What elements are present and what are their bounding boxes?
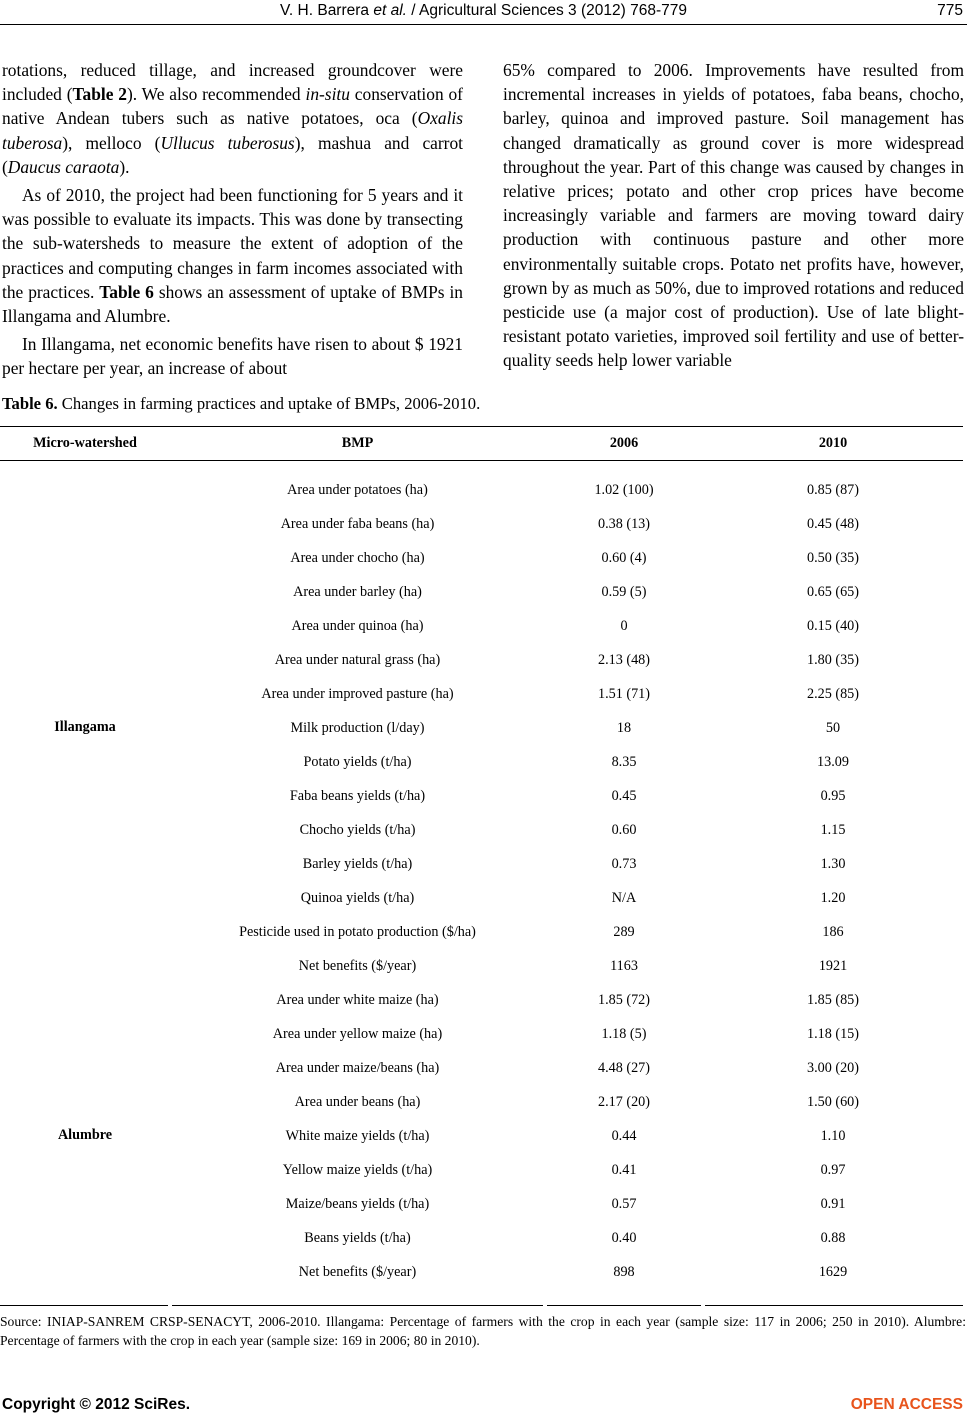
cell-bmp: Yellow maize yields (t/ha)	[282, 1162, 433, 1178]
cell-2010: 50	[825, 720, 841, 736]
column-header-2006: 2006	[609, 435, 639, 451]
cell-bmp: Barley yields (t/ha)	[302, 856, 413, 872]
cell-2006: 18	[616, 720, 632, 736]
open-access-label: OPEN ACCESS	[850, 1396, 963, 1413]
cell-2010: 1.20	[820, 890, 846, 906]
cell-2010: 3.00 (20)	[806, 1060, 859, 1076]
cell-bmp: Net benefits ($/year)	[298, 958, 417, 974]
table-row	[0, 915, 963, 949]
table-bottom-rule	[547, 1305, 701, 1306]
table-row	[0, 1187, 963, 1221]
table-bottom-rule	[0, 1305, 168, 1306]
cell-2006: 289	[613, 924, 635, 940]
cell-2010: 0.15 (40)	[806, 618, 859, 634]
cell-2006: N/A	[611, 890, 637, 906]
cell-bmp: Area under improved pasture (ha)	[261, 686, 454, 702]
running-header	[0, 0, 967, 24]
micro-watershed-label: Illangama	[54, 719, 116, 735]
cell-2010: 186	[822, 924, 844, 940]
cell-2006: 0.41	[611, 1162, 637, 1178]
cell-2010: 0.45 (48)	[806, 516, 859, 532]
cell-2010: 1629	[818, 1264, 848, 1280]
cell-2010: 0.50 (35)	[806, 550, 859, 566]
cell-bmp: Maize/beans yields (t/ha)	[285, 1196, 430, 1212]
cell-2010: 1.85 (85)	[806, 992, 859, 1008]
cell-2006: 0.40	[611, 1230, 637, 1246]
cell-2010: 0.95	[820, 788, 846, 804]
table-row	[0, 1017, 963, 1051]
table-bottom-rule	[172, 1305, 543, 1306]
cell-bmp: Pesticide used in potato production ($/ha)	[239, 924, 476, 940]
cell-bmp: Area under natural grass (ha)	[274, 652, 441, 668]
table-row	[0, 881, 963, 915]
cell-2010: 1.50 (60)	[806, 1094, 859, 1110]
cell-bmp: Area under barley (ha)	[293, 584, 422, 600]
running-head-etal: et al.	[373, 2, 407, 19]
cell-2010: 1921	[818, 958, 848, 974]
table-row	[0, 507, 963, 541]
cell-2006: 0.45	[611, 788, 637, 804]
table-row	[0, 609, 963, 643]
table-header-rule	[0, 460, 963, 461]
copyright-notice: Copyright © 2012 SciRes.	[2, 1396, 191, 1413]
cell-2006: 1.85 (72)	[597, 992, 650, 1008]
cell-bmp: Beans yields (t/ha)	[304, 1230, 411, 1246]
cell-2010: 1.80 (35)	[806, 652, 859, 668]
table-row	[0, 745, 963, 779]
cell-bmp: Area under white maize (ha)	[276, 992, 439, 1008]
cell-2006: 8.35	[611, 754, 637, 770]
cell-2006: 1163	[610, 958, 638, 974]
running-head-authors: V. H. Barrera	[280, 2, 374, 19]
body-column-left	[2, 58, 463, 381]
cell-2006: 1.18 (5)	[601, 1026, 647, 1042]
cell-2006: 2.13 (48)	[597, 652, 650, 668]
table-row	[0, 847, 963, 881]
table-caption	[2, 394, 480, 414]
cell-2006: 0.44	[611, 1128, 637, 1144]
table-caption-text: Changes in farming practices and uptake of BMPs, 2006-2010.	[57, 394, 481, 413]
column-header-watershed: Micro-watershed	[33, 435, 137, 451]
table-caption-label: Table 6.	[2, 394, 58, 413]
cell-2006: 0.57	[611, 1196, 637, 1212]
running-head-journal: / Agricultural Sciences 3 (2012) 768-779	[406, 2, 687, 19]
cell-2010: 0.97	[820, 1162, 846, 1178]
table-row	[0, 1255, 963, 1289]
cell-bmp: Area under yellow maize (ha)	[272, 1026, 443, 1042]
micro-watershed-label: Alumbre	[57, 1127, 113, 1143]
table-row	[0, 1051, 963, 1085]
paragraph: 65% compared to 2006. Improvements have resulted from incremental increases in yields of potatoes, faba beans, chocho, barley, quinoa and improved pasture. Soil management has changed dramatically as ground cover is more widespread throughout the year. Part of this change was caused by changes in relative prices; potato and other crop prices have become increasingly variable and farmers are moving toward dairy production with continuous pasture and other more environmentally suitable crops. Potato net profits have, however, grown by as much as 50%, due to improved rotations and reduced pesticide use (a major cost of production). Use of late blight-resistant potato varieties, improved soil fertility and use of better-quality seeds help lower variable	[503, 60, 964, 371]
table-row	[0, 677, 963, 711]
cell-bmp: Milk production (l/day)	[290, 720, 425, 736]
cell-bmp: Net benefits ($/year)	[298, 1264, 417, 1280]
cell-bmp: Area under quinoa (ha)	[291, 618, 424, 634]
cell-2006: 1.02 (100)	[594, 482, 654, 498]
cell-2010: 0.88	[820, 1230, 846, 1246]
table-row	[0, 983, 963, 1017]
table-bottom-rule	[705, 1305, 963, 1306]
table-reference-link[interactable]: Table 2	[72, 84, 127, 105]
cell-bmp: Area under maize/beans (ha)	[275, 1060, 440, 1076]
table-row	[0, 949, 963, 983]
cell-2010: 2.25 (85)	[806, 686, 859, 702]
cell-2010: 1.18 (15)	[806, 1026, 859, 1042]
cell-bmp: Area under potatoes (ha)	[287, 482, 428, 498]
table-header-row	[0, 426, 963, 460]
cell-bmp: Area under chocho (ha)	[290, 550, 425, 566]
cell-2006: 1.51 (71)	[597, 686, 650, 702]
running-head	[0, 2, 967, 20]
column-header-2010: 2010	[818, 435, 848, 451]
cell-2006: 0.73	[611, 856, 637, 872]
table-source-note: Source: INIAP-SANREM CRSP-SENACYT, 2006-2010. Illangama: Percentage of farmers with the crop in each year (sample size: 117 in 2006; 250 in 2010). Alumbre: Percentage of farmers with the crop in each year (sample size: 169 in 2006; 80 in 2010).	[0, 1314, 966, 1348]
cell-2010: 13.09	[817, 754, 849, 770]
cell-2010: 1.30	[820, 856, 846, 872]
cell-bmp: Chocho yields (t/ha)	[299, 822, 416, 838]
cell-bmp: Faba beans yields (t/ha)	[289, 788, 426, 804]
body-column-right	[503, 58, 964, 373]
cell-2010: 0.91	[820, 1196, 846, 1212]
table-row	[0, 643, 963, 677]
paragraph: rotations, reduced tillage, and increased groundcover were included (Table 2). We also recommended in-situ conservation of native Andean tubers such as native potatoes, oca (Oxalis tuberosa), melloco (Ullucus tuberosus), mashua and carrot (Daucus caraota).	[2, 60, 464, 177]
page-number: 775	[937, 2, 963, 19]
cell-bmp: Area under faba beans (ha)	[280, 516, 435, 532]
table-row	[0, 779, 963, 813]
cell-2006: 4.48 (27)	[597, 1060, 650, 1076]
cell-2006: 0.60 (4)	[601, 550, 647, 566]
cell-2006: 0.59 (5)	[601, 584, 647, 600]
cell-bmp: Quinoa yields (t/ha)	[300, 890, 415, 906]
table-row	[0, 541, 963, 575]
paragraph: In Illangama, net economic benefits have risen to about $ 1921 per hectare per year, an increase of about	[2, 334, 463, 379]
header-divider	[0, 24, 967, 25]
cell-2006: 2.17 (20)	[597, 1094, 650, 1110]
table-row	[0, 813, 963, 847]
table-reference-link[interactable]: Table 6	[99, 281, 154, 302]
cell-2006: 898	[613, 1264, 635, 1280]
column-header-bmp: BMP	[341, 435, 374, 451]
cell-bmp: Area under beans (ha)	[294, 1094, 421, 1110]
cell-2006: 0.38 (13)	[597, 516, 650, 532]
cell-2006: 0	[620, 618, 628, 634]
cell-bmp: Potato yields (t/ha)	[303, 754, 412, 770]
table-row	[0, 1221, 963, 1255]
table-row	[0, 1085, 963, 1119]
table-row	[0, 575, 963, 609]
cell-bmp: White maize yields (t/ha)	[285, 1128, 430, 1144]
table-row	[0, 473, 963, 507]
cell-2010: 0.65 (65)	[806, 584, 859, 600]
paragraph: As of 2010, the project had been functioning for 5 years and it was possible to evaluate its impacts. This was done by transecting the sub-watersheds to measure the extent of adoption of the practices and computing changes in farm incomes associated with the practices. Table 6 shows an assessment of uptake of BMPs in Illangama and Alumbre.	[2, 185, 464, 327]
cell-2010: 0.85 (87)	[806, 482, 859, 498]
table-row	[0, 1153, 963, 1187]
cell-2010: 1.15	[820, 822, 846, 838]
cell-2010: 1.10	[820, 1128, 846, 1144]
cell-2006: 0.60	[611, 822, 637, 838]
